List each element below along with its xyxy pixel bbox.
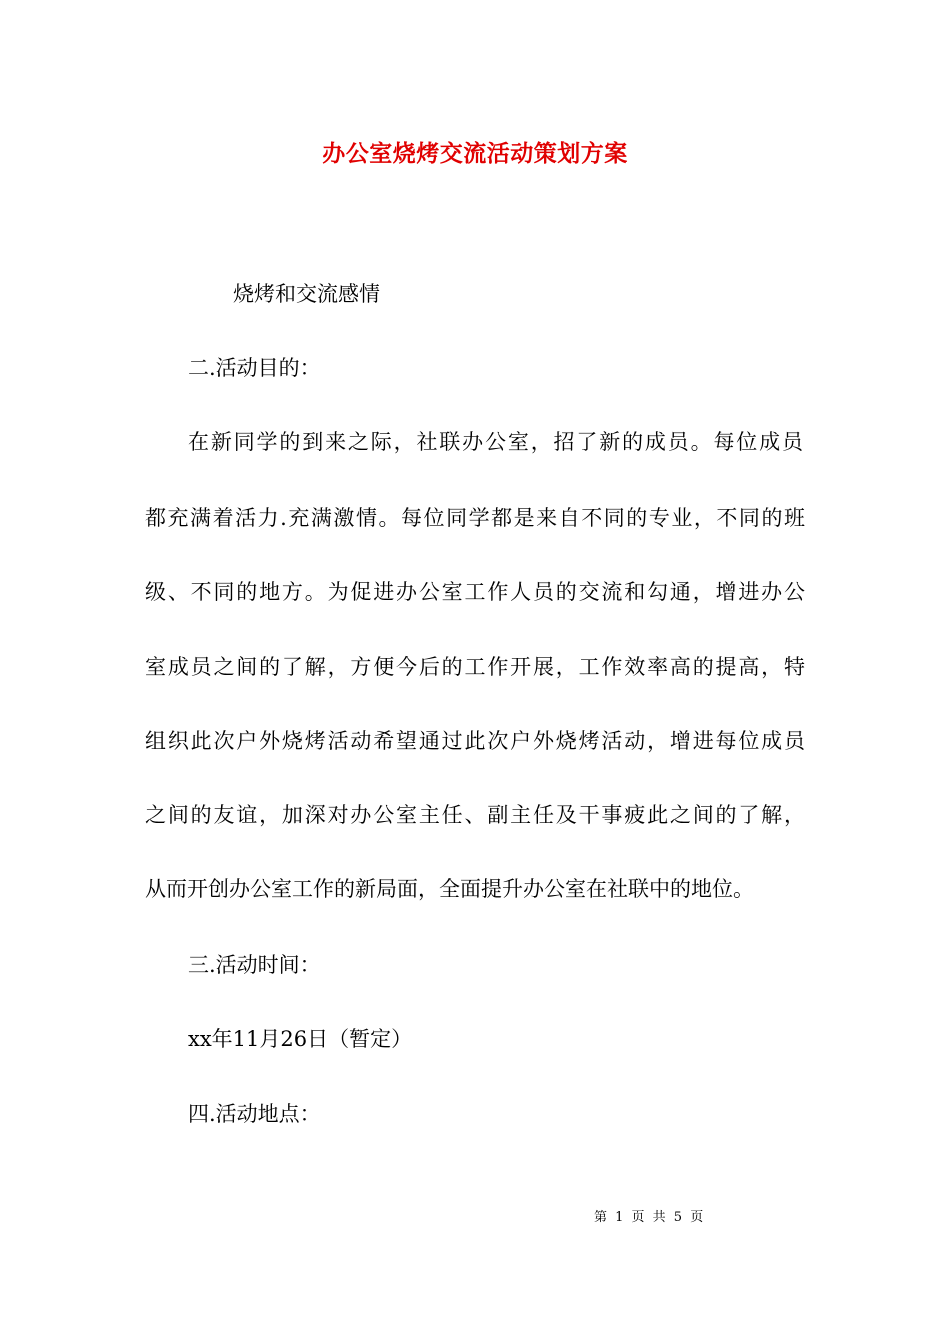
purpose-paragraph-line: 在新同学的到来之际，社联办公室，招了新的成员。每位成员 xyxy=(188,430,803,454)
purpose-paragraph-line: 从而开创办公室工作的新局面，全面提升办公室在社联中的地位。 xyxy=(145,877,754,901)
purpose-paragraph-line: 组织此次户外烧烤活动希望通过此次户外烧烤活动，增进每位成员 xyxy=(145,729,805,753)
purpose-paragraph-line: 室成员之间的了解，方便今后的工作开展，工作效率高的提高，特 xyxy=(145,655,805,679)
section-purpose-heading: 二.活动目的： xyxy=(188,356,321,380)
time-value: xx年11月26日（暂定） xyxy=(188,1027,413,1051)
document-title: 办公室烧烤交流活动策划方案 xyxy=(322,140,628,167)
purpose-paragraph-line: 之间的友谊，加深对办公室主任、副主任及干事疲此之间的了解， xyxy=(145,803,805,827)
purpose-paragraph-line: 都充满着活力.充满激情。每位同学都是来自不同的专业，不同的班 xyxy=(145,506,805,530)
page-indicator: 第 1 页 共 5 页 xyxy=(594,1210,704,1225)
section-time-heading: 三.活动时间： xyxy=(188,953,321,977)
theme-line: 烧烤和交流感情 xyxy=(233,282,380,306)
purpose-paragraph-line: 级、不同的地方。为促进办公室工作人员的交流和勾通，增进办公 xyxy=(145,580,805,604)
section-place-heading: 四.活动地点： xyxy=(188,1102,321,1126)
